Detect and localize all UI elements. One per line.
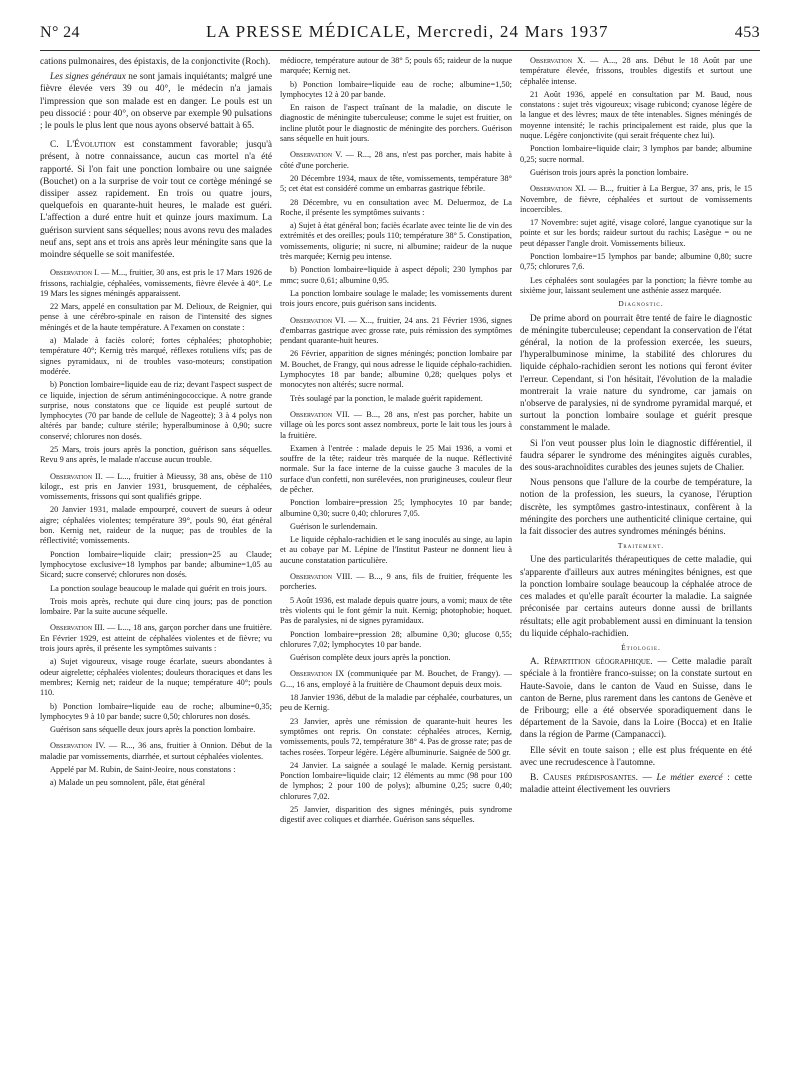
paragraph: La ponction lombaire soulage le malade; les vomissements durent trois jours encore, puis guérison sans incidents. [280, 288, 512, 309]
paragraph: 25 Mars, trois jours après la ponction, guérison sans séquelles. Revu 9 ans après, le malade n'accuse aucun trouble. [40, 445, 272, 465]
column-1 [40, 56, 272, 1078]
observation: Observation VI. — X..., fruitier, 24 ans. 21 Février 1936, signes d'embarras gastrique avec grosse rate, puis rémission des symptômes pendant quarante-huit heures. [280, 315, 512, 346]
column-3 [520, 56, 752, 1078]
paragraph: Guérison le surlendemain. [290, 521, 378, 531]
paragraph: Ponction lombaire=liquide clair; pression=25 au Claude; lymphocytose exclusive=18 lymphos par bande; albumine=1,05 au Sicard; sucre conservé; chlorures non dosés. [40, 549, 272, 580]
observation: Observation III. — L..., 18 ans, garçon porcher dans une fruitière. En Février 1929, est atteint de céphalées violentes et de fièvre; vu trois jours après, il présente les symptômes suivants : [40, 623, 272, 654]
observation: Observation IV. — R..., 36 ans, fruitier à Onnion. Début de la maladie par vomissements, diarrhée, et surtout céphalées violentes. [40, 741, 272, 761]
paragraph: 25 Janvier, disparition des signes méningés, puis syndrome digestif avec coliques et diarrhée. Guérison sans séquelles. [280, 805, 512, 825]
paragraph: 28 Décembre, vu en consultation avec M. Deluermoz, de La Roche, il présente les symptômes suivants : [280, 197, 512, 217]
article-body [40, 56, 760, 1078]
paragraph: 21 Août 1936, appelé en consultation par M. Baud, nous constatons : sujet très vigoureux; visage rubicond; cyanose légère de la langue et des lèvres; maux de tête intenables. Signes méningés de moyenne intensité; le rachis principalement est raide, plus que la nuque. Légère conjonctivite (qui serait fréquente chez lui). [520, 89, 752, 141]
paragraph: 20 Janvier 1931, malade empourpré, couvert de sueurs à odeur aigre; céphalées violentes; température 39°, pouls 90, état général bon. Kernig net, raideur de la nuque; pas de troubles de la réflectivité; vomissements. [40, 505, 272, 546]
paragraph: Le liquide céphalo-rachidien et le sang inoculés au singe, au lapin et au cobaye par M. Lépine de l'Institut Pasteur ne donnent lieu à aucune constatation particulière. [280, 535, 512, 565]
paragraph: De prime abord on pourrait être tenté de faire le diagnostic de méningite tuberculeuse; cependant la conservation de l'état général, la notion de la profession exercée, les sueurs, l'hyperalbuminose minime, la stabilité des chlorures du liquide céphalo-rachidien seront les notions qui feront éviter l'erreur. Cependant, si l'on hésitait, l'évolution de la maladie montrerait la vraie nature du syndrome, car jamais on n'observe de paralysies, ni de syndrome pyramidal marqué, et surtout la ponction lombaire soulage et guérit presque constamment le malade. [520, 313, 752, 434]
paragraph: b) Ponction lombaire=liquide eau de roche; albumine=0,35; lymphocytes 9 à 10 par bande; sucre 0,50; chlorures non dosés. [40, 701, 272, 721]
observation: Observation II. — L..., fruitier à Mieussy, 38 ans, obèse de 110 kilogr., est pris en Janvier 1931, brusquement, de céphalées, vomissements, frissons qui sont qualifiés grippe. [40, 471, 272, 502]
observation: Observation VII. — B..., 28 ans, n'est pas porcher, habite un village où les porcs sont assez nombreux, porte le lait tous les jours à la fruitière. [280, 409, 512, 440]
paragraph: En raison de l'aspect traînant de la maladie, on discute le diagnostic de méningite tuberculeuse; comme le sujet est fruitier, on incline plutôt pour le diagnostic de méningite des porchers. Guérison sans séquelle en huit jours. [280, 103, 512, 144]
paragraph: 18 Janvier 1936, début de la maladie par céphalée, courbatures, un peu de Kernig. [280, 693, 512, 713]
section-heading-traitement: Traitement. [617, 541, 665, 551]
paragraph: Une des particularités thérapeutiques de cette maladie, qui s'apparente d'ailleurs aux autres méningites bénignes, est que la ponction lombaire soulage beaucoup la céphalée atroce de ces malades et qu'elle paraît écourter la maladie. La saignée préconisée par certains auteurs donne aussi de brillants résultats; elle agit probablement aussi en diminuant la tension du liquide céphalo-rachidien. [520, 555, 752, 639]
page-header [40, 22, 760, 52]
paragraph: 17 Novembre: sujet agité, visage coloré, langue cyanotique sur la pointe et sur les bords; raideur surtout du rachis; Lasègue = ou ne peut dépasser l'angle droit. Vomissements bilieux. [520, 218, 752, 248]
paragraph: A. Répartition géographique. — Cette maladie paraît spéciale à la frontière franco-suisse; on la constate surtout en Haute-Savoie, dans le canton de Vaud en Suisse, dans le canton de Berne, plus rarement dans les cantons de Genève et de Fribourg; elle a été observée sporadiquement dans le département de la Savoie, dans la Loire (Bocca) et en Italie dans la région de Parme (Campanacci). [520, 657, 752, 741]
observation: Observation V. — R..., 28 ans, n'est pas porcher, mais habite à côté d'une porcherie. [280, 150, 512, 170]
paragraph: Guérison sans séquelle deux jours après la ponction lombaire. [50, 725, 256, 735]
paragraph: Appelé par M. Rubin, de Saint-Jeoire, nous constatons : [50, 765, 236, 775]
paragraph: Les signes généraux ne sont jamais inquiétants; malgré une fièvre élevée vers 39 ou 40°, le médecin n'a jamais l'impression que son malade est en danger. Le pouls est un peu dissocié : pour 40°, on observe par exemple 90 pulsations ; le pouls le plus lent que nous ayons observé battait à 65. [40, 72, 272, 132]
paragraph: b) Ponction lombaire=liquide à aspect dépoli; 230 lymphos par mmc; sucre 0,61; albumine 0,95. [280, 265, 512, 285]
paragraph: Très soulagé par la ponction, le malade guérit rapidement. [290, 393, 483, 403]
paragraph: Ponction lombaire=pression 25; lymphocytes 10 par bande; albumine 0,30; sucre 0,40; chlorures 7,05. [280, 498, 512, 518]
observation: Observation I. — M..., fruitier, 30 ans, est pris le 17 Mars 1926 de frissons, rachialgie, céphalées, vomissements, fièvre élevée à 40°. Le 19 Mars les signes méningés apparaissent. [40, 268, 272, 298]
paragraph: 26 Février, apparition de signes méningés; ponction lombaire par M. Bouchet, de Frangy, qui nous adresse le liquide céphalo-rachidien. Lymphocytes 18 par bande; albumine 0,28; quelques polys et monocytes non altérés; sucre normal. [280, 349, 512, 390]
paragraph: B. Causes prédisposantes. — Le métier exercé : cette maladie atteint électivement les ouvriers [520, 773, 752, 796]
paragraph: Ponction lombaire=liquide clair; 3 lymphos par bande; albumine 0,25; sucre normal. [520, 144, 752, 164]
paragraph: 23 Janvier, après une rémission de quarante-huit heures les symptômes ont repris. On constate: céphalées atroces, Kernig, vomissements, pouls 72, température 38° 4. Pas de grosse rate; pas de taches rosées. Torpeur légère. Légère albuminurie. Saignée de 500 gr. [280, 716, 512, 757]
section-heading-etiologie: Étiologie. [621, 642, 661, 652]
paragraph: 20 Décembre 1934, maux de tête, vomissements, température 38° 5; cet état est considéré comme un embarras gastrique fébrile. [280, 173, 512, 194]
paragraph: 22 Mars, appelé en consultation par M. Delioux, de Reignier, qui pense à une cérébro-spinale en raison de l'intensité des signes méningés et de la haute température. A l'examen on constate : [40, 302, 272, 332]
paragraph: Ponction lombaire=15 lymphos par bande; albumine 0,80; sucre 0,75; chlorures 7,6. [520, 252, 752, 272]
paragraph: C. L'Évolution est constamment favorable; jusqu'à présent, à notre connaissance, aucun cas mortel n'a été rapporté. Si l'on fait une ponction lombaire ou une saignée (Bouchet) on a la surprise de voir tout ce cortège méningé se dissiper assez rapidement. En trois ou quatre jours, quelquefois en quarante-huit heures, le malade est guéri. L'affection a duré entre huit et quinze jours maximum. La guérison survient sans séquelles; nous avons revu des malades neuf ans, sept ans et trois ans après leur méningite sans que la moindre séquelle se soit manifestée. [40, 140, 272, 261]
paragraph: a) Sujet à état général bon; faciès écarlate avec teinte lie de vin des extrémités et des oreilles; pouls 110; température 38° 5. Constipation, vomissements, oligurie; ni sucre, ni albumine; raideur de la nuque très marquée; Kernig peu intense. [280, 221, 512, 262]
paragraph: a) Malade à faciès coloré; fortes céphalées; photophobie; température 40°; Kernig très marqué, réflexes rotuliens vifs; pas de signes pyramidaux, ni de troubles vaso-moteurs; constipation modérée. [40, 336, 272, 376]
paragraph: 24 Janvier. La saignée a soulagé le malade. Kernig persistant. Ponction lombaire=liquide clair; 12 éléments au mmc (98 pour 100 de lymphos; 2 pour 100 de polys); albumine 0,25; sucre 0,40; chlorures 7,02. [280, 760, 512, 801]
paragraph: Les céphalées sont soulagées par la ponction; la fièvre tombe au sixième jour, laissant seulement une asthénie assez marquée. [520, 275, 752, 295]
paragraph: 5 Août 1936, est malade depuis quatre jours, a vomi; maux de tête très violents qui le font gémir la nuit. Kernig; photophobie; hoquet. Pas de paralysies, ni de signes pyramidaux. [280, 595, 512, 626]
section-heading-diagnostic: Diagnostic. [618, 299, 664, 309]
journal-title: LA PRESSE MÉDICALE, Mercredi, 24 Mars 1937 [206, 22, 609, 41]
paragraph: Si l'on veut pousser plus loin le diagnostic différentiel, il faudra séparer le syndrome des méningites aiguës curables, des sous-arachnoïdites curables des jeunes sujets de Chalier. [520, 438, 752, 473]
observation: Observation X. — A..., 28 ans. Début le 18 Août par une température élevée, frissons, troubles digestifs et surtout une céphalée intense. [520, 56, 752, 86]
paragraph: a) Sujet vigoureux, visage rouge écarlate, sueurs abondantes à odeur aigrelette; céphalées violentes; douleurs thoraciques et dans les membres; Kernig net; raideur de la nuque; température 40°; pouls 110. [40, 657, 272, 698]
observation: Observation IX (communiquée par M. Bouchet, de Frangy). — G..., 16 ans, employé à la fruitière de Chaumont depuis deux mois. [280, 669, 512, 689]
observation: Observation VIII. — B..., 9 ans, fils de fruitier, fréquente les porcheries. [280, 572, 512, 592]
issue-number: N° 24 [40, 24, 80, 41]
paragraph: b) Ponction lombaire=liquide eau de riz; devant l'aspect suspect de ce liquide, injection de sérum antiméningococcique. A notre grande surprise, nous constatons que ce liquide est peuplé surtout de lymphocytes (70 par bande de cellule de Nageotte); 3 à 4 polys non altérés par bande; culture stérile; hyperalbuminose à 0,90; sucre conservé; chlorures non dosés. [40, 380, 272, 441]
paragraph: médiocre, température autour de 38° 5; pouls 65; raideur de la nuque marquée; Kernig net. [280, 56, 512, 76]
paragraph: Trois mois après, rechute qui dure cinq jours; pas de ponction lombaire. Par la suite aucune séquelle. [40, 596, 272, 617]
paragraph: Elle sévit en toute saison ; elle est plus fréquente en été avec une recrudescence à l'automne. [520, 745, 752, 768]
paragraph: Guérison complète deux jours après la ponction. [290, 653, 451, 663]
paragraph: a) Malade un peu somnolent, pâle, état général [50, 778, 206, 788]
header-rule [40, 50, 760, 51]
paragraph: Ponction lombaire=pression 28; albumine 0,30; glucose 0,55; chlorures 7,02; lymphocytes 10 par bande. [280, 629, 512, 649]
page-number: 453 [734, 24, 760, 41]
paragraph: Nous pensons que l'allure de la courbe de température, la notion de la profession, les sueurs, la cyanose, l'éruption discrète, les symptômes gastro-intestinaux, confèrent à la méningite des porchers une authenticité clinique certaine, qui la fait dissocier des autres syndromes méningés bénins. [520, 478, 752, 537]
paragraph: b) Ponction lombaire=liquide eau de roche; albumine=1,50; lymphocytes 12 à 20 par bande. [280, 79, 512, 99]
paragraph: Examen à l'entrée : malade depuis le 25 Mai 1936, a vomi et souffre de la tête; raideur très marquée de la nuque. Réflectivité normale. Sur la face interne de la cuisse gauche 3 macules de la surface d'un confetti, non surélevées, non prurigineuses, couleur fleur de pêcher. [280, 443, 512, 494]
paragraph: Guérison trois jours après la ponction lombaire. [530, 167, 689, 177]
paragraph: La ponction soulage beaucoup le malade qui guérit en trois jours. [50, 583, 267, 593]
observation: Observation XI. — B..., fruitier à La Bergue, 37 ans, pris, le 15 Novembre, de fièvre, céphalées et surtout de vomissements incoercibles. [520, 184, 752, 214]
column-2 [280, 56, 512, 1078]
paragraph: cations pulmonaires, des épistaxis, de la conjonctivite (Roch). [40, 57, 271, 67]
